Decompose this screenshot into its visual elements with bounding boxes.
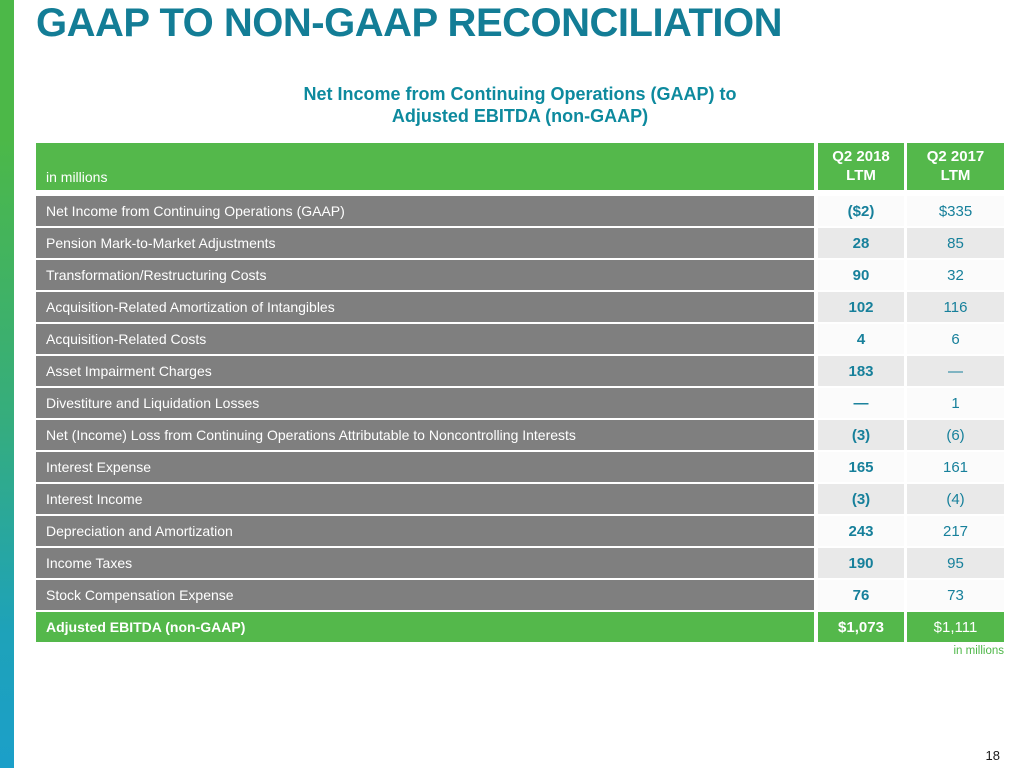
value-cell-q2-2017: 73 [907, 580, 1004, 610]
value-cell-q2-2018: 165 [818, 452, 904, 482]
value-cell-q2-2018: 190 [818, 548, 904, 578]
left-accent-bar [0, 0, 14, 768]
subtitle-line-2: Adjusted EBITDA (non-GAAP) [391, 105, 649, 126]
column-header-ltm: LTM [940, 166, 971, 184]
column-header-ltm: LTM [846, 166, 876, 184]
value-cell-q2-2018: — [818, 388, 904, 418]
table-row [36, 324, 1004, 354]
row-label-cell: Interest Income [36, 484, 814, 514]
value-cell-q2-2018: 183 [818, 356, 904, 386]
page-title: GAAP TO NON-GAAP RECONCILIATION [36, 1, 783, 45]
subtitle-line-1: Net Income from Continuing Operations (GAAP) to [303, 84, 737, 104]
table-row [36, 388, 1004, 418]
row-label-cell: Asset Impairment Charges [36, 356, 814, 386]
table-row [36, 292, 1004, 322]
column-header-period: Q2 2018 [832, 147, 890, 165]
row-label-cell: Income Taxes [36, 548, 814, 578]
row-label-cell: Depreciation and Amortization [36, 516, 814, 546]
value-cell-q2-2018: ($2) [818, 196, 904, 226]
table-row [36, 260, 1004, 290]
row-label-cell: Acquisition-Related Costs [36, 324, 814, 354]
reconciliation-table [36, 143, 1004, 657]
table-row [36, 356, 1004, 386]
table-subtitle [36, 84, 1004, 128]
value-cell-q2-2017: 116 [907, 292, 1004, 322]
value-cell-q2-2017: — [907, 356, 1004, 386]
table-row [36, 580, 1004, 610]
row-label-cell: Net Income from Continuing Operations (GAAP) [36, 196, 814, 226]
table-row [36, 516, 1004, 546]
row-label-cell: Adjusted EBITDA (non-GAAP) [36, 612, 814, 642]
value-cell-q2-2018: 243 [818, 516, 904, 546]
table-row [36, 196, 1004, 226]
table-header [36, 143, 1004, 190]
value-cell-q2-2017: 1 [907, 388, 1004, 418]
value-cell-q2-2017: 95 [907, 548, 1004, 578]
row-label-cell: Pension Mark-to-Market Adjustments [36, 228, 814, 258]
value-cell-q2-2018: 28 [818, 228, 904, 258]
value-cell-q2-2018: 90 [818, 260, 904, 290]
value-cell-q2-2017: $335 [907, 196, 1004, 226]
value-cell-q2-2018: 102 [818, 292, 904, 322]
column-header-q2-2018 [818, 143, 904, 190]
value-cell-q2-2018: 76 [818, 580, 904, 610]
value-cell-q2-2017: (4) [907, 484, 1004, 514]
row-label-cell: Divestiture and Liquidation Losses [36, 388, 814, 418]
value-cell-q2-2017: 32 [907, 260, 1004, 290]
value-cell-q2-2017: 161 [907, 452, 1004, 482]
column-header-q2-2017 [907, 143, 1004, 190]
value-cell-q2-2018: (3) [818, 484, 904, 514]
unit-label-cell: in millions [36, 143, 814, 190]
table-row [36, 548, 1004, 578]
row-label-cell: Acquisition-Related Amortization of Intangibles [36, 292, 814, 322]
row-label-cell: Stock Compensation Expense [36, 580, 814, 610]
value-cell-q2-2017: (6) [907, 420, 1004, 450]
table-row [36, 612, 1004, 642]
page-number: 18 [985, 748, 1000, 763]
units-footnote: in millions [953, 645, 1004, 657]
row-label-cell: Interest Expense [36, 452, 814, 482]
value-cell-q2-2017: 6 [907, 324, 1004, 354]
value-cell-q2-2017: $1,111 [907, 612, 1004, 642]
value-cell-q2-2017: 85 [907, 228, 1004, 258]
table-row [36, 420, 1004, 450]
row-label-cell: Transformation/Restructuring Costs [36, 260, 814, 290]
value-cell-q2-2018: (3) [818, 420, 904, 450]
value-cell-q2-2018: 4 [818, 324, 904, 354]
value-cell-q2-2018: $1,073 [818, 612, 904, 642]
table-body [36, 196, 1004, 642]
table-row [36, 484, 1004, 514]
value-cell-q2-2017: 217 [907, 516, 1004, 546]
table-row [36, 228, 1004, 258]
row-label-cell: Net (Income) Loss from Continuing Operations Attributable to Noncontrolling Interests [36, 420, 814, 450]
column-header-period: Q2 2017 [926, 147, 985, 165]
table-row [36, 452, 1004, 482]
